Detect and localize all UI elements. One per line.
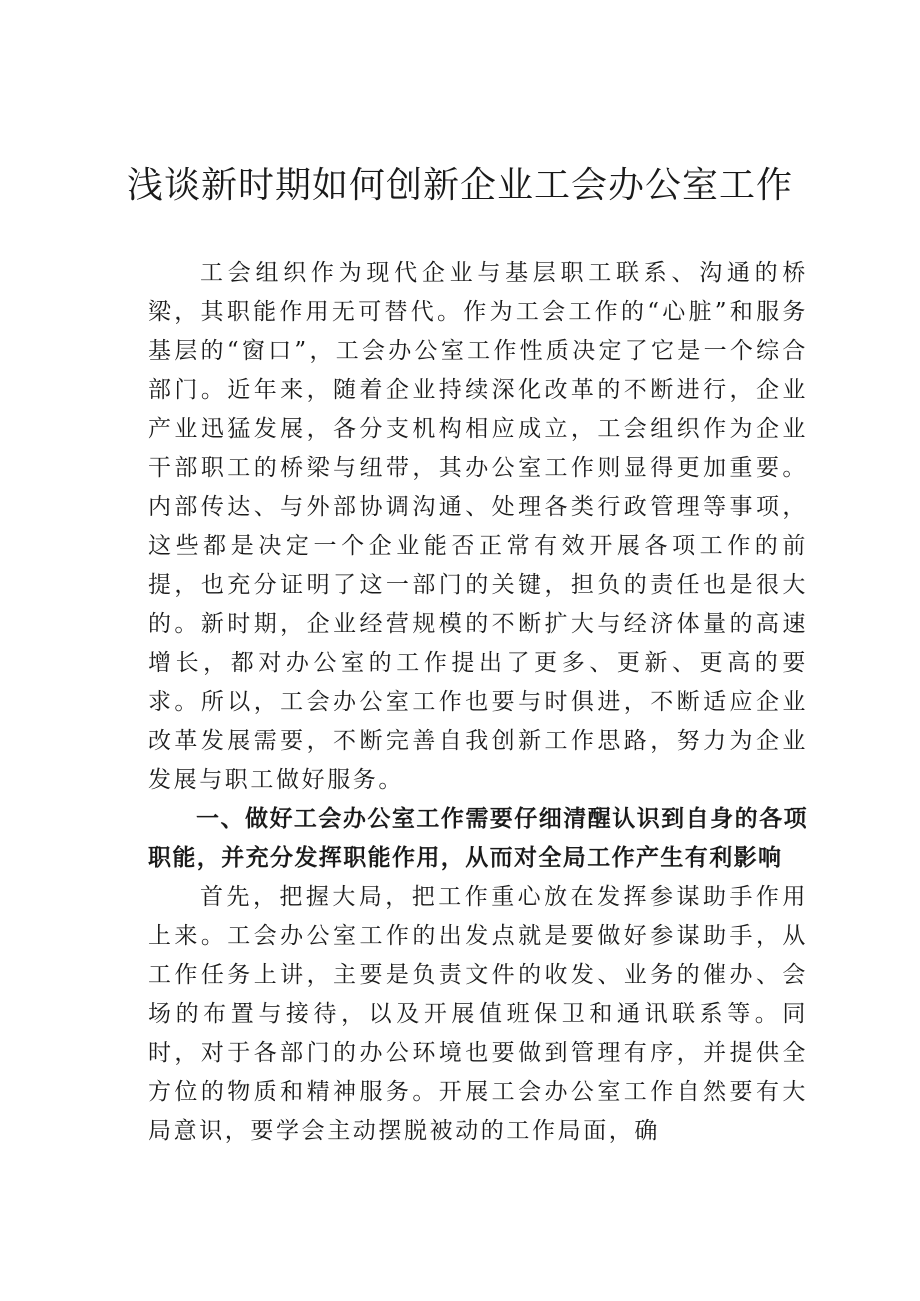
section-1-paragraph: 首先，把握大局，把工作重心放在发挥参谋助手作用上来。工会办公室工作的出发点就是要做好参谋助手，从工作任务上讲，主要是负责文件的收发、业务的催办、会场的布置与接待，以及开展值班保卫和通讯联系等。同时，对于各部门的办公环境也要做到管理有序，并提供全方位的物质和精神服务。开展工会办公室工作自然要有大局意识，要学会主动摆脱被动的工作局面，确 bbox=[148, 884, 808, 1144]
document-title: 浅谈新时期如何创新企业工会办公室工作 bbox=[126, 165, 793, 206]
document-body bbox=[148, 254, 808, 1151]
section-1-heading: 一、做好工会办公室工作需要仔细清醒认识到自身的各项职能，并充分发挥职能作用，从而对全局工作产生有利影响 bbox=[148, 806, 808, 871]
intro-paragraph: 工会组织作为现代企业与基层职工联系、沟通的桥梁，其职能作用无可替代。作为工会工作的“心脏”和服务基层的“窗口”，工会办公室工作性质决定了它是一个综合部门。近年来，随着企业持续深化改革的不断进行，企业产业迅猛发展，各分支机构相应成立，工会组织作为企业干部职工的桥梁与纽带，其办公室工作则显得更加重要。内部传达、与外部协调沟通、处理各类行政管理等事项，这些都是决定一个企业能否正常有效开展各项工作的前提，也充分证明了这一部门的关键，担负的责任也是很大的。新时期，企业经营规模的不断扩大与经济体量的高速增长，都对办公室的工作提出了更多、更新、更高的要求。所以，工会办公室工作也要与时俱进，不断适应企业改革发展需要，不断完善自我创新工作思路，努力为企业发展与职工做好服务。 bbox=[148, 260, 808, 793]
